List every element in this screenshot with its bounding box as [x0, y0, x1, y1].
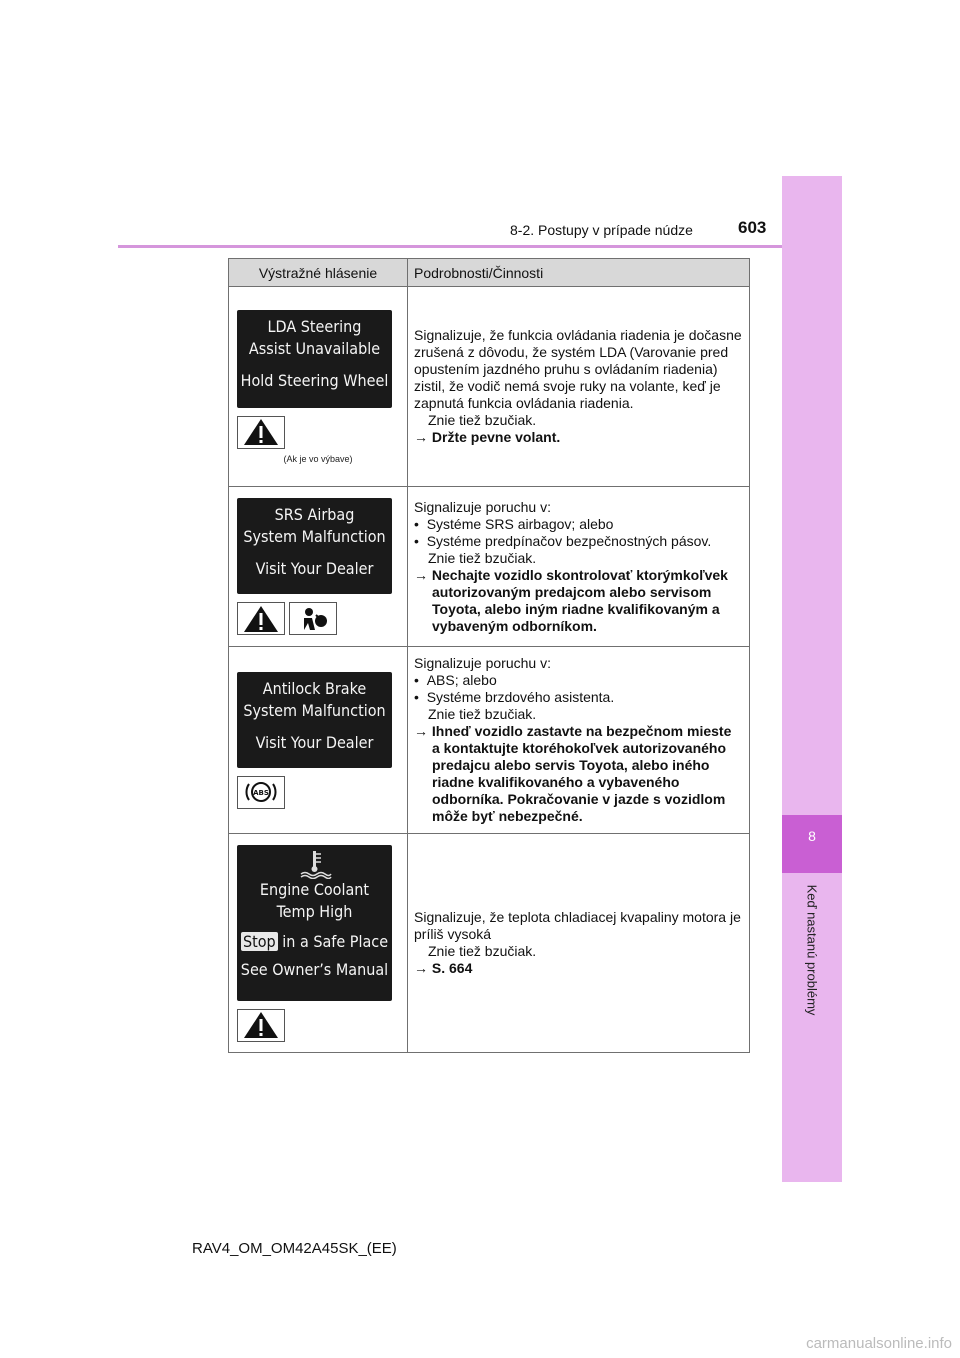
message-cell — [229, 834, 408, 1053]
message-line: Hold Steering Wheel — [240, 370, 389, 390]
table-row — [229, 647, 750, 834]
page-number: 603 — [738, 218, 767, 237]
details-text: Signalizuje, že funkcia ovládania riadenia je dočasne zrušená z dôvodu, že systém LDA (Varovanie pred opustením jazdného pruhu s ovládaním riadenia) zistil, že vodič nemá svoje ruky na volante, keď je zapnutá funkcia ovládania riadenia. — [414, 327, 742, 411]
airbag-icon — [289, 602, 337, 635]
message-cell — [229, 487, 408, 647]
action-text: → Ihneď vozidlo zastavte na bezpečnom mieste a kontaktujte ktoréhokoľvek autorizovaného predajcu alebo servis Toyota, alebo iného riadne kvalifikovaného a vybaveného odborníka. Pokračovanie v jazde s vozidlom môže byť nebezpečné. — [414, 723, 732, 824]
message-line: SRS Airbag — [274, 505, 355, 524]
buzzer-note: Znie tiež bzučiak. — [428, 706, 537, 722]
details-cell — [408, 287, 750, 487]
bullet-item: • Systéme predpínačov bezpečnostných pásov. — [414, 532, 712, 549]
document-code: RAV4_OM_OM42A45SK_(EE) — [192, 1240, 397, 1257]
column-header-message: Výstražné hlásenie — [229, 259, 408, 287]
svg-text:ABS: ABS — [253, 789, 269, 797]
message-cell — [229, 287, 408, 487]
message-line: Stop in a Safe Place — [242, 931, 389, 951]
column-header-details: Podrobnosti/Činnosti — [408, 259, 750, 287]
coolant-temp-icon — [239, 849, 390, 879]
message-line: Assist Unavailable — [248, 338, 381, 358]
warning-triangle-icon — [237, 602, 285, 635]
details-cell — [408, 487, 750, 647]
abs-icon — [237, 776, 285, 809]
message-line: Temp High — [276, 901, 353, 921]
table-row — [229, 834, 750, 1053]
message-panel — [237, 845, 392, 1001]
warning-triangle-icon — [237, 416, 285, 449]
details-text: Signalizuje, že teplota chladiacej kvapaliny motora je príliš vysoká — [414, 909, 741, 942]
table-row — [229, 487, 750, 647]
chapter-tab[interactable] — [782, 815, 842, 873]
message-line: System Malfunction — [243, 527, 386, 546]
message-panel — [237, 672, 392, 768]
action-text: → Nechajte vozidlo skontrolovať ktorýmkoľvek autorizovaným predajcom alebo servisom Toyota, alebo iným riadne kvalifikovaným a vybaveným odborníkom. — [414, 566, 728, 634]
bullet-item: • ABS; alebo — [414, 672, 497, 688]
message-panel — [237, 310, 392, 408]
message-line: Visit Your Dealer — [255, 732, 374, 752]
bullet-item: • Systéme SRS airbagov; alebo — [414, 515, 614, 532]
message-line: System Malfunction — [243, 700, 386, 720]
message-line: Antilock Brake — [262, 678, 367, 698]
details-intro: Signalizuje poruchu v: — [414, 498, 551, 515]
page-reference-link[interactable]: → S. 664 — [414, 960, 473, 976]
warning-triangle-icon — [237, 1009, 285, 1042]
stop-badge: Stop — [242, 931, 276, 951]
message-line: Visit Your Dealer — [255, 559, 374, 578]
buzzer-note: Znie tiež bzučiak. — [428, 549, 537, 566]
chapter-sidebar — [782, 176, 842, 1182]
message-line: LDA Steering — [267, 316, 362, 336]
chapter-number: 8 — [808, 828, 816, 844]
message-line: Engine Coolant — [259, 879, 370, 899]
details-cell — [408, 647, 750, 834]
chapter-title: Keď nastanú problémy — [804, 884, 820, 1016]
header-rule — [118, 245, 782, 248]
optional-note: (Ak je vo výbave) — [283, 453, 353, 464]
watermark: carmanualsonline.info — [806, 1335, 952, 1352]
table-row — [229, 287, 750, 487]
section-title: 8-2. Postupy v prípade núdze — [510, 222, 693, 238]
message-line: See Owner’s Manual — [240, 959, 389, 979]
bullet-item: • Systéme brzdového asistenta. — [414, 689, 615, 705]
details-cell — [408, 834, 750, 1053]
warning-table — [228, 258, 750, 1053]
table-header-row — [229, 259, 750, 287]
message-cell — [229, 647, 408, 834]
details-intro: Signalizuje poruchu v: — [414, 655, 551, 671]
message-panel — [237, 498, 392, 594]
action-text: → Držte pevne volant. — [414, 429, 561, 445]
buzzer-note: Znie tiež bzučiak. — [428, 412, 537, 428]
buzzer-note: Znie tiež bzučiak. — [428, 943, 537, 959]
